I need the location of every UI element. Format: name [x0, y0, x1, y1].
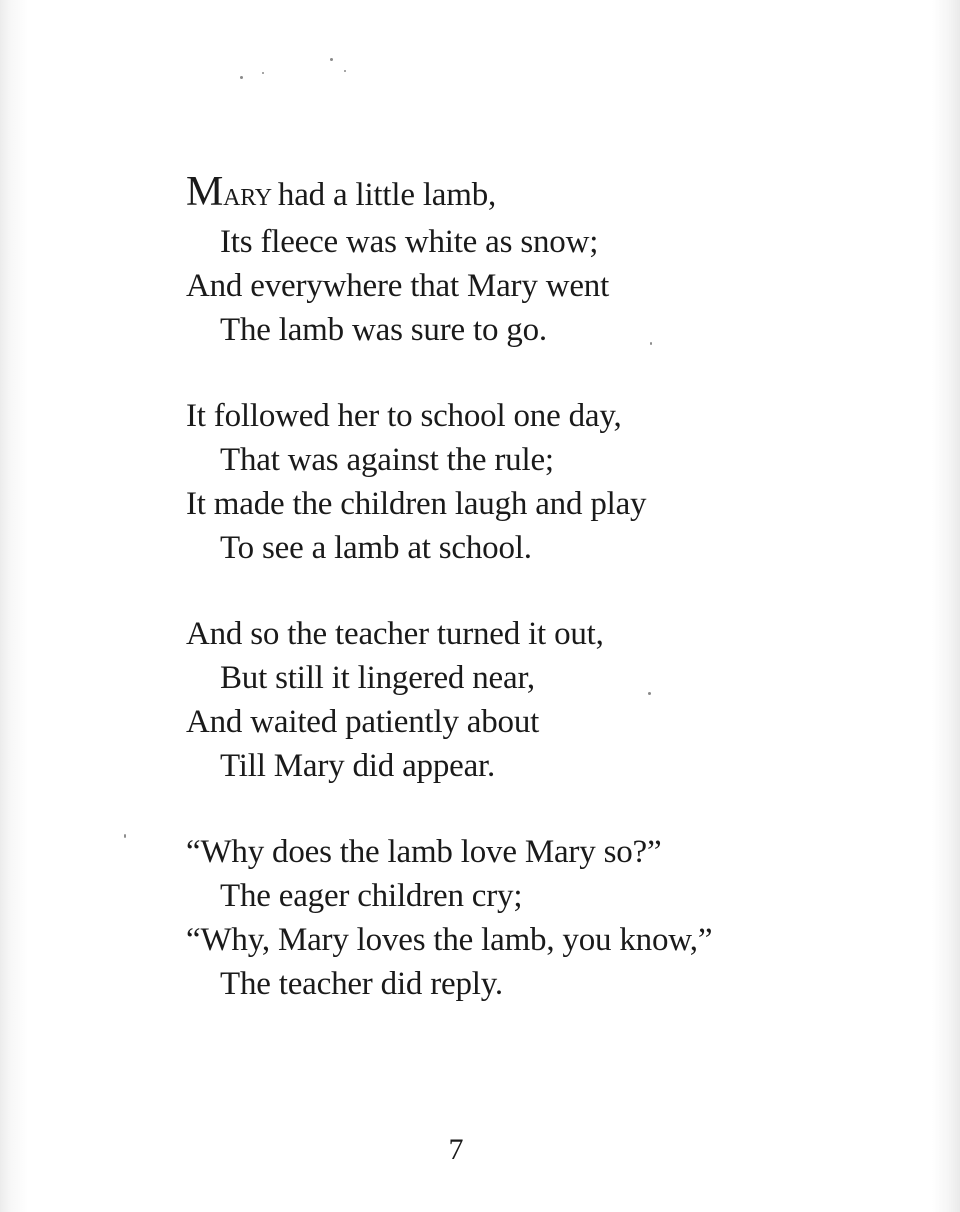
scan-speck — [330, 58, 333, 61]
small-caps: ARY — [223, 185, 272, 211]
poem-line: The eager children cry; — [220, 878, 523, 914]
poem-line: Its fleece was white as snow; — [220, 224, 599, 260]
poem — [186, 170, 806, 1006]
stanza — [186, 170, 806, 352]
poem-line: Till Mary did appear. — [220, 748, 496, 784]
page-number: 7 — [448, 1133, 464, 1166]
scan-speck — [262, 72, 264, 74]
poem-line: It followed her to school one day, — [186, 398, 622, 434]
stanza — [186, 394, 806, 570]
poem-line — [186, 170, 806, 220]
poem-line: “Why, Mary loves the lamb, you know,” — [186, 922, 713, 958]
drop-cap: M — [186, 169, 224, 215]
poem-line: To see a lamb at school. — [220, 530, 532, 566]
scan-speck — [124, 834, 126, 838]
poem-line: And so the teacher turned it out, — [186, 616, 604, 652]
line-text: had a little lamb, — [277, 177, 497, 213]
stanza — [186, 612, 806, 788]
scan-speck — [344, 70, 346, 72]
scan-speck — [240, 76, 243, 79]
poem-line: “Why does the lamb love Mary so?” — [186, 834, 662, 870]
poem-line: But still it lingered near, — [220, 660, 535, 696]
stanza — [186, 830, 806, 1006]
poem-line: And waited patiently about — [186, 704, 540, 740]
poem-line: The lamb was sure to go. — [220, 312, 547, 348]
poem-line: The teacher did reply. — [220, 966, 503, 1002]
poem-line: That was against the rule; — [220, 442, 554, 478]
poem-line: And everywhere that Mary went — [186, 268, 610, 304]
poem-line: It made the children laugh and play — [186, 486, 647, 522]
